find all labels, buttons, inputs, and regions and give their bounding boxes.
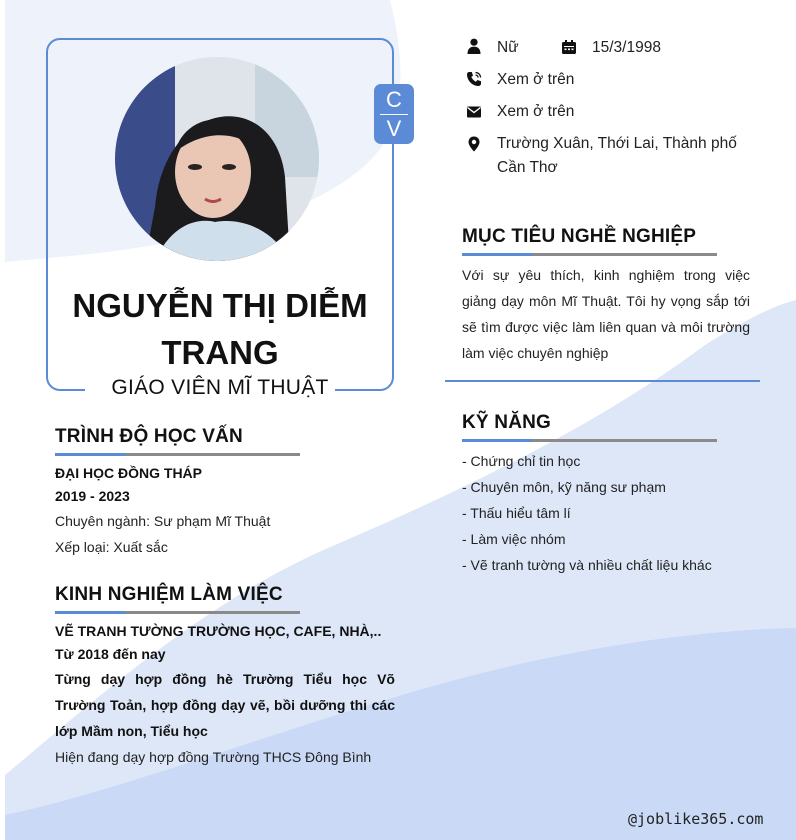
phone-icon [466,71,482,87]
experience-heading-rule [55,611,300,614]
gender-value: Nữ [497,39,519,56]
profile-photo [115,57,319,261]
location-pin-icon [466,136,482,152]
person-icon [466,38,482,54]
skills-heading-rule [462,439,717,442]
cv-badge-bottom: V [386,116,402,141]
experience-period: Từ 2018 đến nay [55,646,166,662]
job-title: GIÁO VIÊN MĨ THUẬT [111,376,329,399]
envelope-icon [466,104,482,120]
experience-description: Từng dạy hợp đồng hè Trường Tiểu học Võ Trường Toản, hợp đồng dạy vẽ, bồi dưỡng thi các lớp Mầm non, Tiểu học [55,671,395,739]
cv-badge-top: C [386,87,402,112]
education-heading-rule [55,453,300,456]
section-divider [445,380,760,382]
skills-heading: KỸ NĂNG [462,412,552,433]
education-school: ĐẠI HỌC ĐỒNG THÁP [55,465,202,481]
cv-badge [374,84,414,144]
candidate-name: NGUYỄN THỊ DIỄM TRANG [72,287,368,371]
calendar-icon [561,39,577,55]
skill-item: - Chuyên môn, kỹ năng sư phạm [462,479,666,495]
experience-heading: KINH NGHIỆM LÀM VIỆC [55,584,283,605]
objective-text: Với sự yêu thích, kinh nghiệm trong việc giảng dạy môn Mĩ Thuật. Tôi hy vọng sắp tới sẽ tìm được việc làm liên quan và môi trường làm việc chuyên nghiệp [462,267,750,361]
objective-heading: MỤC TIÊU NGHỀ NGHIỆP [462,226,697,247]
skill-item: - Chứng chỉ tin học [462,453,581,469]
skill-item: - Vẽ tranh tường và nhiều chất liệu khác [462,557,712,573]
cv-page [5,0,796,840]
education-period: 2019 - 2023 [55,488,130,504]
objective-heading-rule [462,253,717,256]
birthdate-value: 15/3/1998 [592,39,661,56]
experience-title: VẼ TRANH TƯỜNG TRƯỜNG HỌC, CAFE, NHÀ,.. [55,623,382,639]
skill-item: - Làm việc nhóm [462,531,566,547]
experience-current: Hiện đang dạy hợp đồng Trường THCS Đông Bình [55,749,372,765]
skill-item: - Thấu hiểu tâm lí [462,505,571,521]
education-heading: TRÌNH ĐỘ HỌC VẤN [55,426,243,447]
email-value: Xem ở trên [497,103,575,120]
education-major: Chuyên ngành: Sư phạm Mĩ Thuật [55,513,271,529]
cv-badge-divider [380,114,408,115]
phone-value: Xem ở trên [497,71,575,88]
watermark: @joblike365.com [628,810,764,828]
address-value: Trường Xuân, Thới Lai, Thành phố Cần Thơ [497,135,737,176]
education-grade: Xếp loại: Xuất sắc [55,539,168,555]
